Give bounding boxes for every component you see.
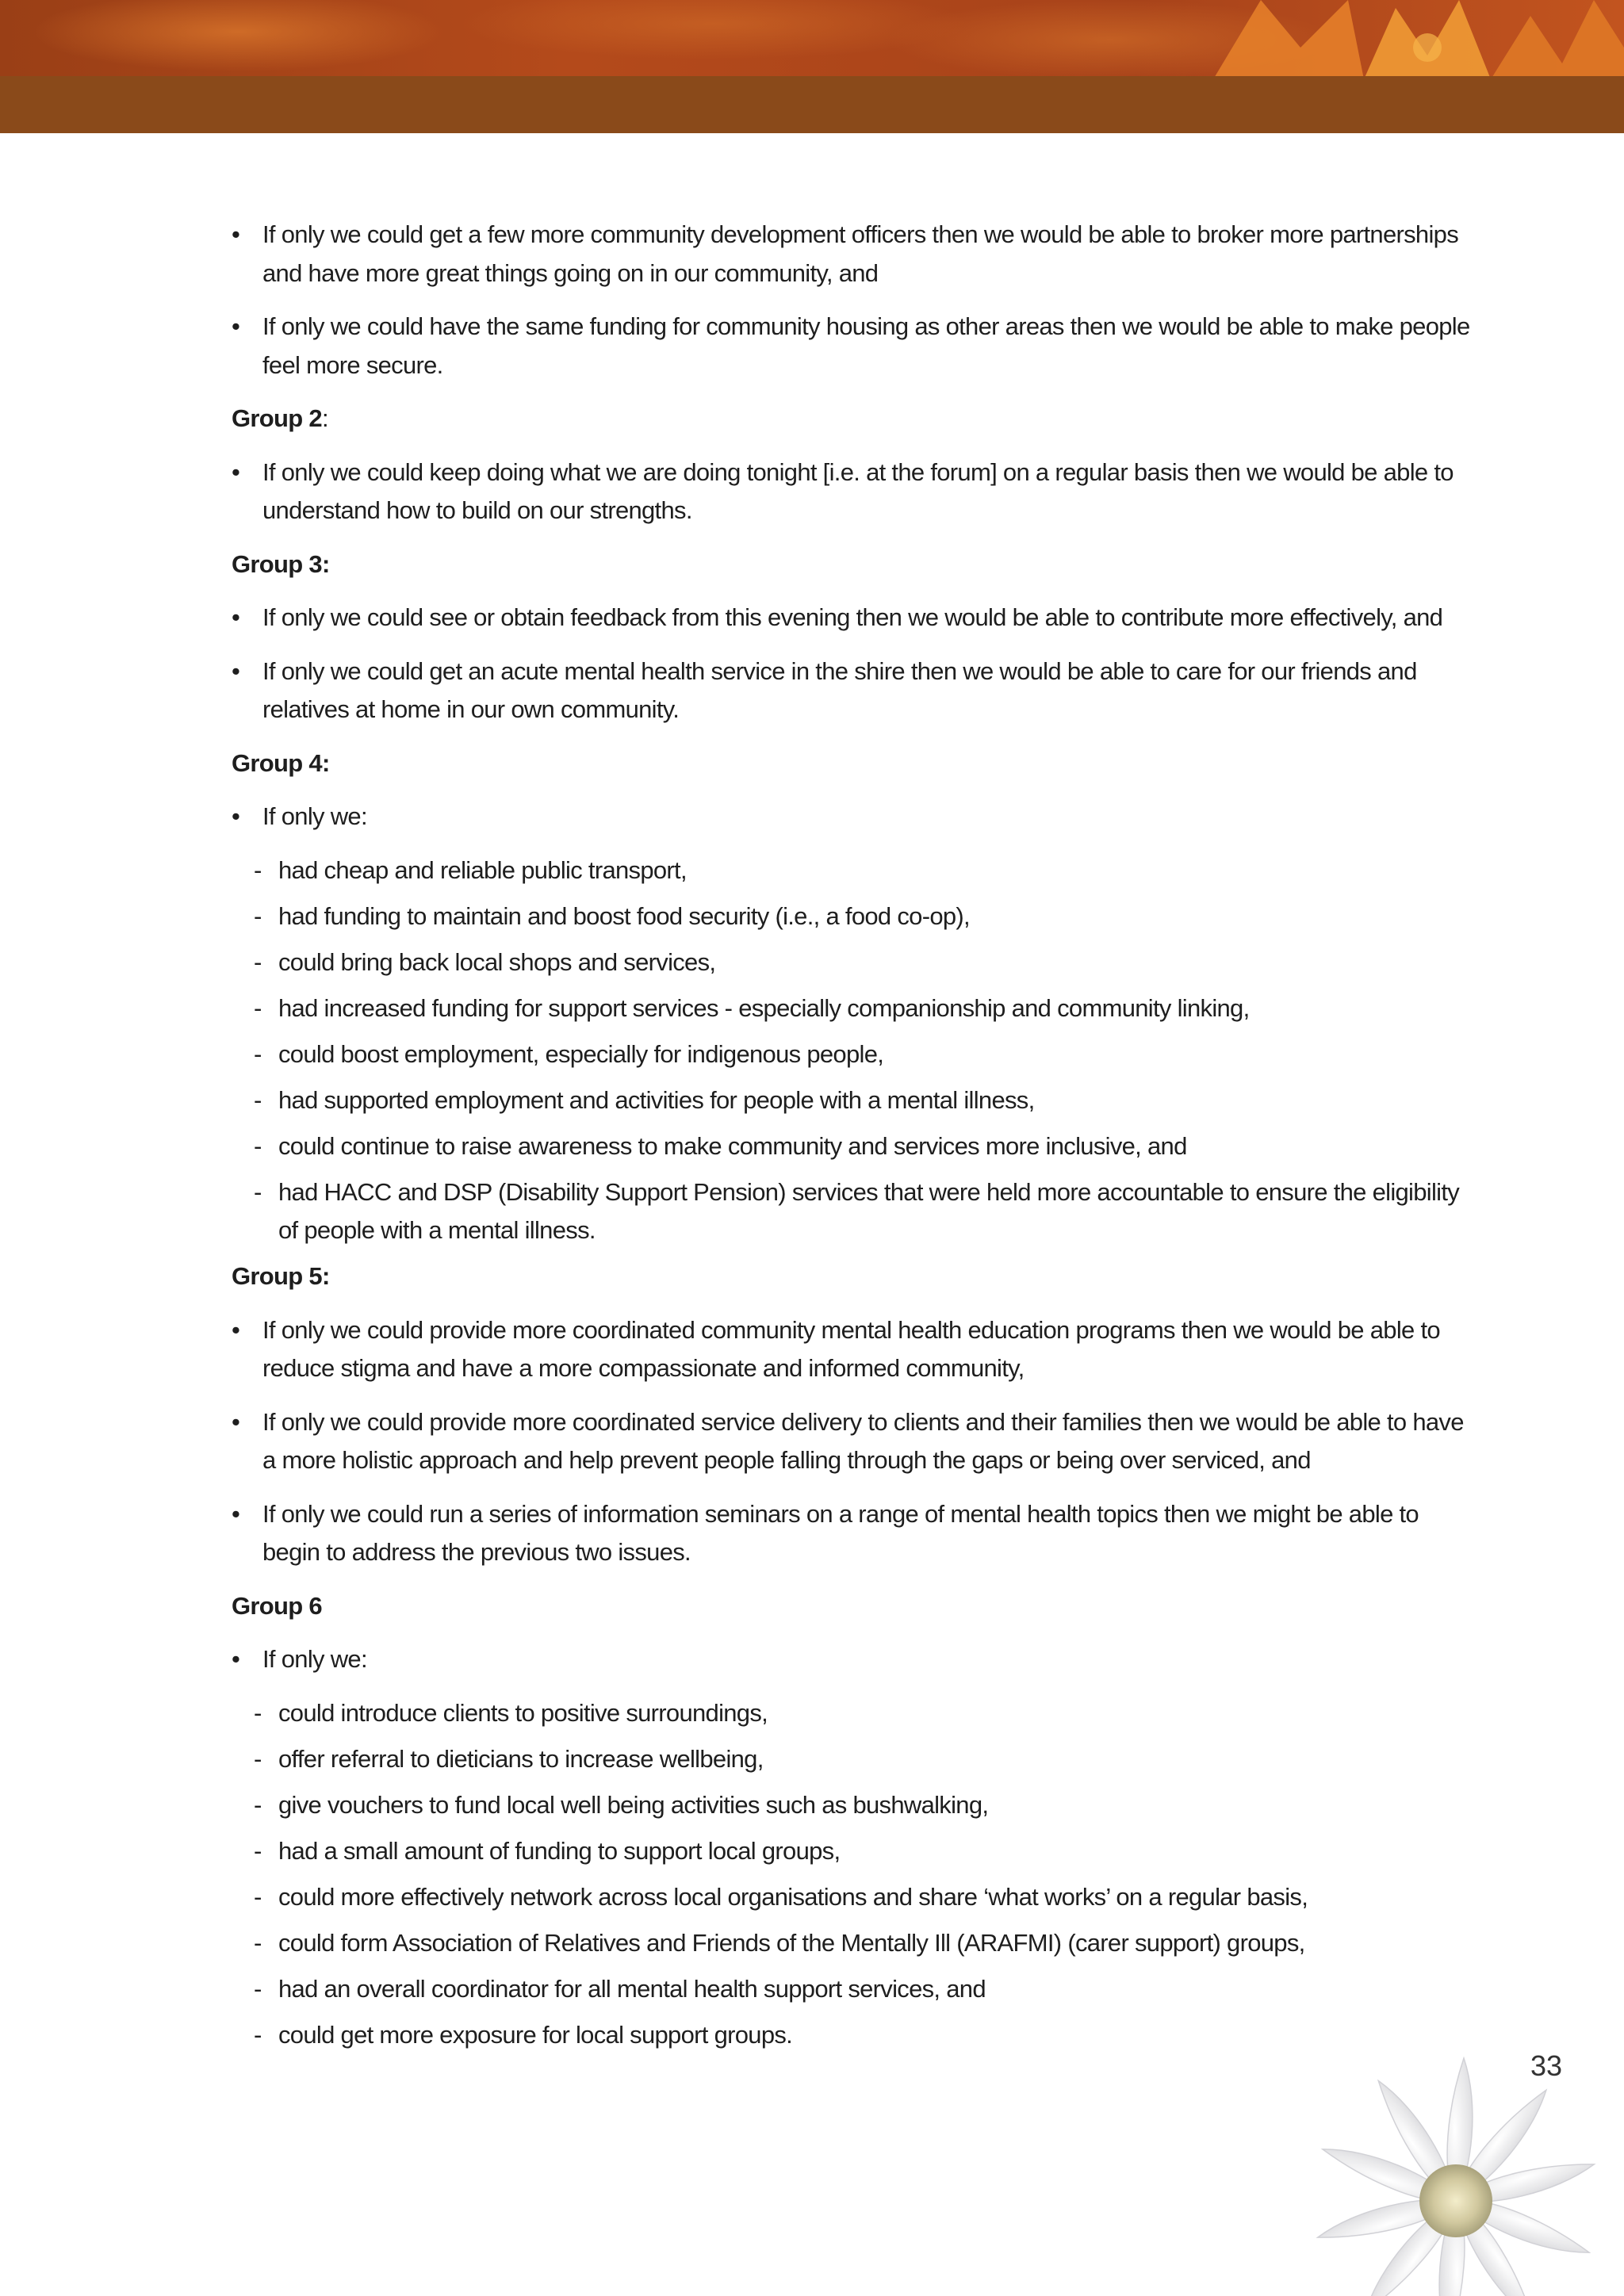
- group-heading-label: Group 2: [232, 404, 322, 432]
- sub-list-text: had HACC and DSP (Disability Support Pension) services that were held more accountable to ensure the eligibility of people with a mental illness.: [278, 1177, 1460, 1244]
- bullet-item: [232, 308, 1477, 385]
- dash-icon: -: [254, 1744, 262, 1773]
- sub-list-text: could get more exposure for local support groups.: [278, 2020, 793, 2049]
- dash-icon: -: [254, 901, 262, 930]
- sub-list-text: give vouchers to fund local well being activities such as bushwalking,: [278, 1790, 989, 1819]
- bullet-text: If only we could provide more coordinated community mental health education programs then we would be able to reduce stigma and have a more compassionate and informed community,: [262, 1315, 1440, 1382]
- bullet-item: [232, 1311, 1477, 1388]
- bullet-item: [232, 1403, 1477, 1480]
- bullet-item: [232, 798, 1477, 836]
- sub-list-text: had supported employment and activities for people with a mental illness,: [278, 1085, 1035, 1114]
- sub-list-text: could bring back local shops and services,: [278, 947, 716, 976]
- group-heading: [232, 400, 1477, 438]
- bullet-item: [232, 216, 1477, 293]
- bullet-icon: •: [232, 1499, 240, 1528]
- sub-list-text: had a small amount of funding to support local groups,: [278, 1836, 841, 1865]
- bullet-text: If only we could see or obtain feedback from this evening then we would be able to contribute more effectively, and: [262, 603, 1443, 631]
- bullet-icon: •: [232, 1645, 240, 1673]
- dash-icon: -: [254, 993, 262, 1022]
- dash-icon: -: [254, 1974, 262, 2003]
- sub-list-item: [232, 1035, 1477, 1074]
- bullet-icon: •: [232, 1407, 240, 1436]
- group-heading-label: Group 6: [232, 1591, 322, 1620]
- bullet-item: [232, 599, 1477, 637]
- dash-icon: -: [254, 1836, 262, 1865]
- bullet-icon: •: [232, 312, 240, 340]
- dash-icon: -: [254, 1882, 262, 1911]
- sub-list-item: [232, 1740, 1477, 1779]
- group-heading-label: Group 5:: [232, 1262, 330, 1290]
- group-heading: [232, 744, 1477, 783]
- flannel-flower-decoration: [1258, 2034, 1624, 2296]
- sub-list-item: [232, 851, 1477, 890]
- dash-icon: -: [254, 1790, 262, 1819]
- bullet-text: If only we could get a few more community development officers then we would be able to broker more partnerships and have more great things going on in our community, and: [262, 220, 1459, 287]
- dash-icon: -: [254, 1698, 262, 1727]
- group-heading-suffix: :: [321, 404, 328, 432]
- bullet-text: If only we could provide more coordinated service delivery to clients and their families then we would be able to have a more holistic approach and help prevent people falling through the gaps or being over serviced, and: [262, 1407, 1464, 1474]
- dash-icon: -: [254, 947, 262, 976]
- sub-list-item: [232, 1924, 1477, 1963]
- dash-icon: -: [254, 1928, 262, 1957]
- bullet-item: [232, 1640, 1477, 1679]
- dash-icon: -: [254, 1085, 262, 1114]
- sub-list-text: offer referral to dieticians to increase wellbeing,: [278, 1744, 764, 1773]
- sub-list-text: had cheap and reliable public transport,: [278, 855, 687, 884]
- page-body: [232, 216, 1477, 2062]
- sub-list-text: could more effectively network across local organisations and share ‘what works’ on a regular basis,: [278, 1882, 1308, 1911]
- dash-icon: -: [254, 1131, 262, 1160]
- bullet-item: [232, 453, 1477, 530]
- header-banner: [0, 0, 1624, 133]
- bullet-icon: •: [232, 220, 240, 248]
- sub-list-text: had increased funding for support services - especially companionship and community linking,: [278, 993, 1250, 1022]
- sub-list-item: [232, 1127, 1477, 1166]
- dash-icon: -: [254, 2020, 262, 2049]
- sub-list-text: could introduce clients to positive surroundings,: [278, 1698, 768, 1727]
- bullet-icon: •: [232, 457, 240, 486]
- sub-list-item: [232, 989, 1477, 1028]
- sub-list-item: [232, 943, 1477, 982]
- group-heading: [232, 1587, 1477, 1626]
- sub-list-item: [232, 1694, 1477, 1733]
- bullet-text: If only we could have the same funding for community housing as other areas then we would be able to make people feel more secure.: [262, 312, 1470, 379]
- bullet-text: If only we could run a series of information seminars on a range of mental health topics then we might be able to begin to address the previous two issues.: [262, 1499, 1419, 1566]
- sub-list-text: could continue to raise awareness to make community and services more inclusive, and: [278, 1131, 1187, 1160]
- bullet-icon: •: [232, 656, 240, 685]
- group-heading: [232, 1257, 1477, 1296]
- sub-list-item: [232, 897, 1477, 936]
- sub-list-item: [232, 1970, 1477, 2009]
- bullet-item: [232, 652, 1477, 729]
- sub-list-text: could boost employment, especially for indigenous people,: [278, 1039, 884, 1068]
- sub-list-item: [232, 1832, 1477, 1871]
- dash-icon: -: [254, 1177, 262, 1206]
- sub-list-item: [232, 1081, 1477, 1120]
- bullet-text: If only we:: [262, 802, 367, 830]
- bullet-text: If only we could keep doing what we are doing tonight [i.e. at the forum] on a regular basis then we would be able to understand how to build on our strengths.: [262, 457, 1454, 524]
- group-heading-label: Group 4:: [232, 748, 330, 777]
- sub-list-item: [232, 1173, 1477, 1250]
- group-heading-label: Group 3:: [232, 549, 330, 578]
- bullet-text: If only we could get an acute mental health service in the shire then we would be able to care for our friends and relatives at home in our own community.: [262, 656, 1417, 723]
- sub-list-text: had funding to maintain and boost food security (i.e., a food co-op),: [278, 901, 970, 930]
- bullet-icon: •: [232, 802, 240, 830]
- group-heading: [232, 545, 1477, 584]
- sub-list-item: [232, 1786, 1477, 1825]
- bullet-text: If only we:: [262, 1645, 367, 1673]
- bullet-icon: •: [232, 1315, 240, 1344]
- decorative-banner-graphic: [0, 0, 1624, 133]
- sub-list-text: could form Association of Relatives and Friends of the Mentally Ill (ARAFMI) (carer support) groups,: [278, 1928, 1305, 1957]
- page-number: 33: [1530, 2049, 1563, 2082]
- sub-list-item: [232, 1878, 1477, 1917]
- dash-icon: -: [254, 855, 262, 884]
- dash-icon: -: [254, 1039, 262, 1068]
- sub-list-text: had an overall coordinator for all mental health support services, and: [278, 1974, 986, 2003]
- bullet-icon: •: [232, 603, 240, 631]
- bullet-item: [232, 1495, 1477, 1572]
